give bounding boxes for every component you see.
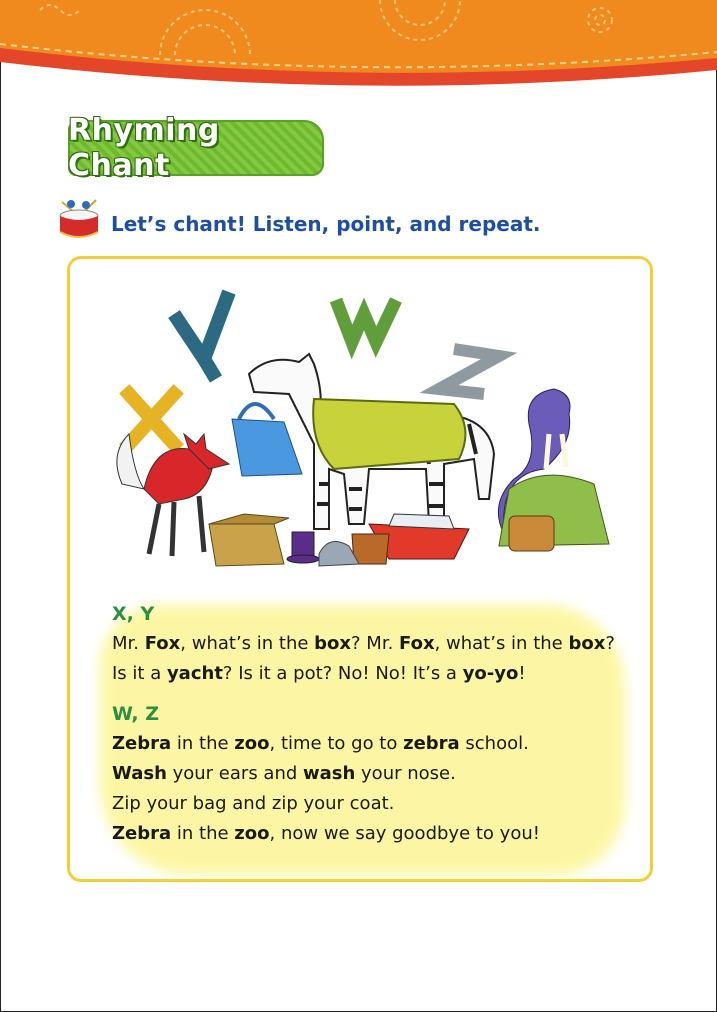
letter-x-icon bbox=[129, 394, 174, 444]
keyword: zebra bbox=[403, 733, 460, 754]
page-title: Rhyming Chant bbox=[68, 113, 220, 183]
letter-y-icon bbox=[174, 292, 229, 379]
line-text: , now we say goodbye to you! bbox=[269, 823, 540, 844]
header-banner bbox=[0, 0, 717, 110]
line-text: , what’s in the bbox=[180, 633, 315, 654]
instruction-text: Let’s chant! Listen, point, and repeat. bbox=[111, 212, 541, 236]
keyword: zoo bbox=[234, 733, 270, 754]
drum-icon bbox=[56, 192, 102, 242]
section-xy bbox=[112, 603, 632, 689]
chant-line bbox=[112, 789, 632, 819]
keyword: Fox bbox=[399, 633, 435, 654]
section-heading: X, Y bbox=[112, 603, 155, 625]
handbag-icon bbox=[232, 404, 302, 476]
keyword: Zebra bbox=[112, 823, 172, 844]
keyword: box bbox=[568, 633, 606, 654]
line-text: , time to go to bbox=[269, 733, 404, 754]
section-heading: W, Z bbox=[112, 703, 160, 725]
line-text: ? Is it a pot? No! No! It’s a bbox=[222, 663, 463, 684]
hat-icon bbox=[287, 532, 319, 563]
chant-line bbox=[112, 729, 632, 759]
chant-illustration bbox=[104, 284, 634, 574]
chant-line bbox=[112, 659, 632, 689]
line-text: in the bbox=[171, 823, 235, 844]
chant-line bbox=[112, 759, 632, 789]
line-text: , what’s in the bbox=[434, 633, 569, 654]
line-text: ! bbox=[518, 663, 526, 684]
keyword: Zebra bbox=[112, 733, 172, 754]
keyword: yacht bbox=[166, 663, 223, 684]
line-text: Mr. bbox=[112, 633, 145, 654]
line-text: school. bbox=[459, 733, 529, 754]
keyword: yo-yo bbox=[462, 663, 519, 684]
keyword: wash bbox=[303, 763, 356, 784]
title-banner bbox=[68, 113, 324, 183]
line-text: your nose. bbox=[355, 763, 456, 784]
keyword: box bbox=[314, 633, 352, 654]
chant-text bbox=[112, 595, 632, 849]
line-text: Is it a bbox=[112, 663, 167, 684]
line-text: ? bbox=[605, 633, 615, 654]
line-text: in the bbox=[171, 733, 235, 754]
line-text: ? Mr. bbox=[351, 633, 400, 654]
walrus-icon bbox=[498, 389, 609, 551]
line-text: Zip your bag and zip your coat. bbox=[112, 793, 395, 814]
letter-w-icon bbox=[336, 300, 396, 342]
box-icon bbox=[209, 514, 289, 566]
pot-icon bbox=[352, 534, 389, 564]
section-wz bbox=[112, 703, 632, 849]
chant-line bbox=[112, 629, 632, 659]
keyword: zoo bbox=[234, 823, 270, 844]
keyword: Fox bbox=[144, 633, 181, 654]
letter-z-icon bbox=[439, 349, 499, 394]
chant-line bbox=[112, 819, 632, 849]
line-text: your ears and bbox=[166, 763, 303, 784]
keyword: Wash bbox=[112, 763, 167, 784]
